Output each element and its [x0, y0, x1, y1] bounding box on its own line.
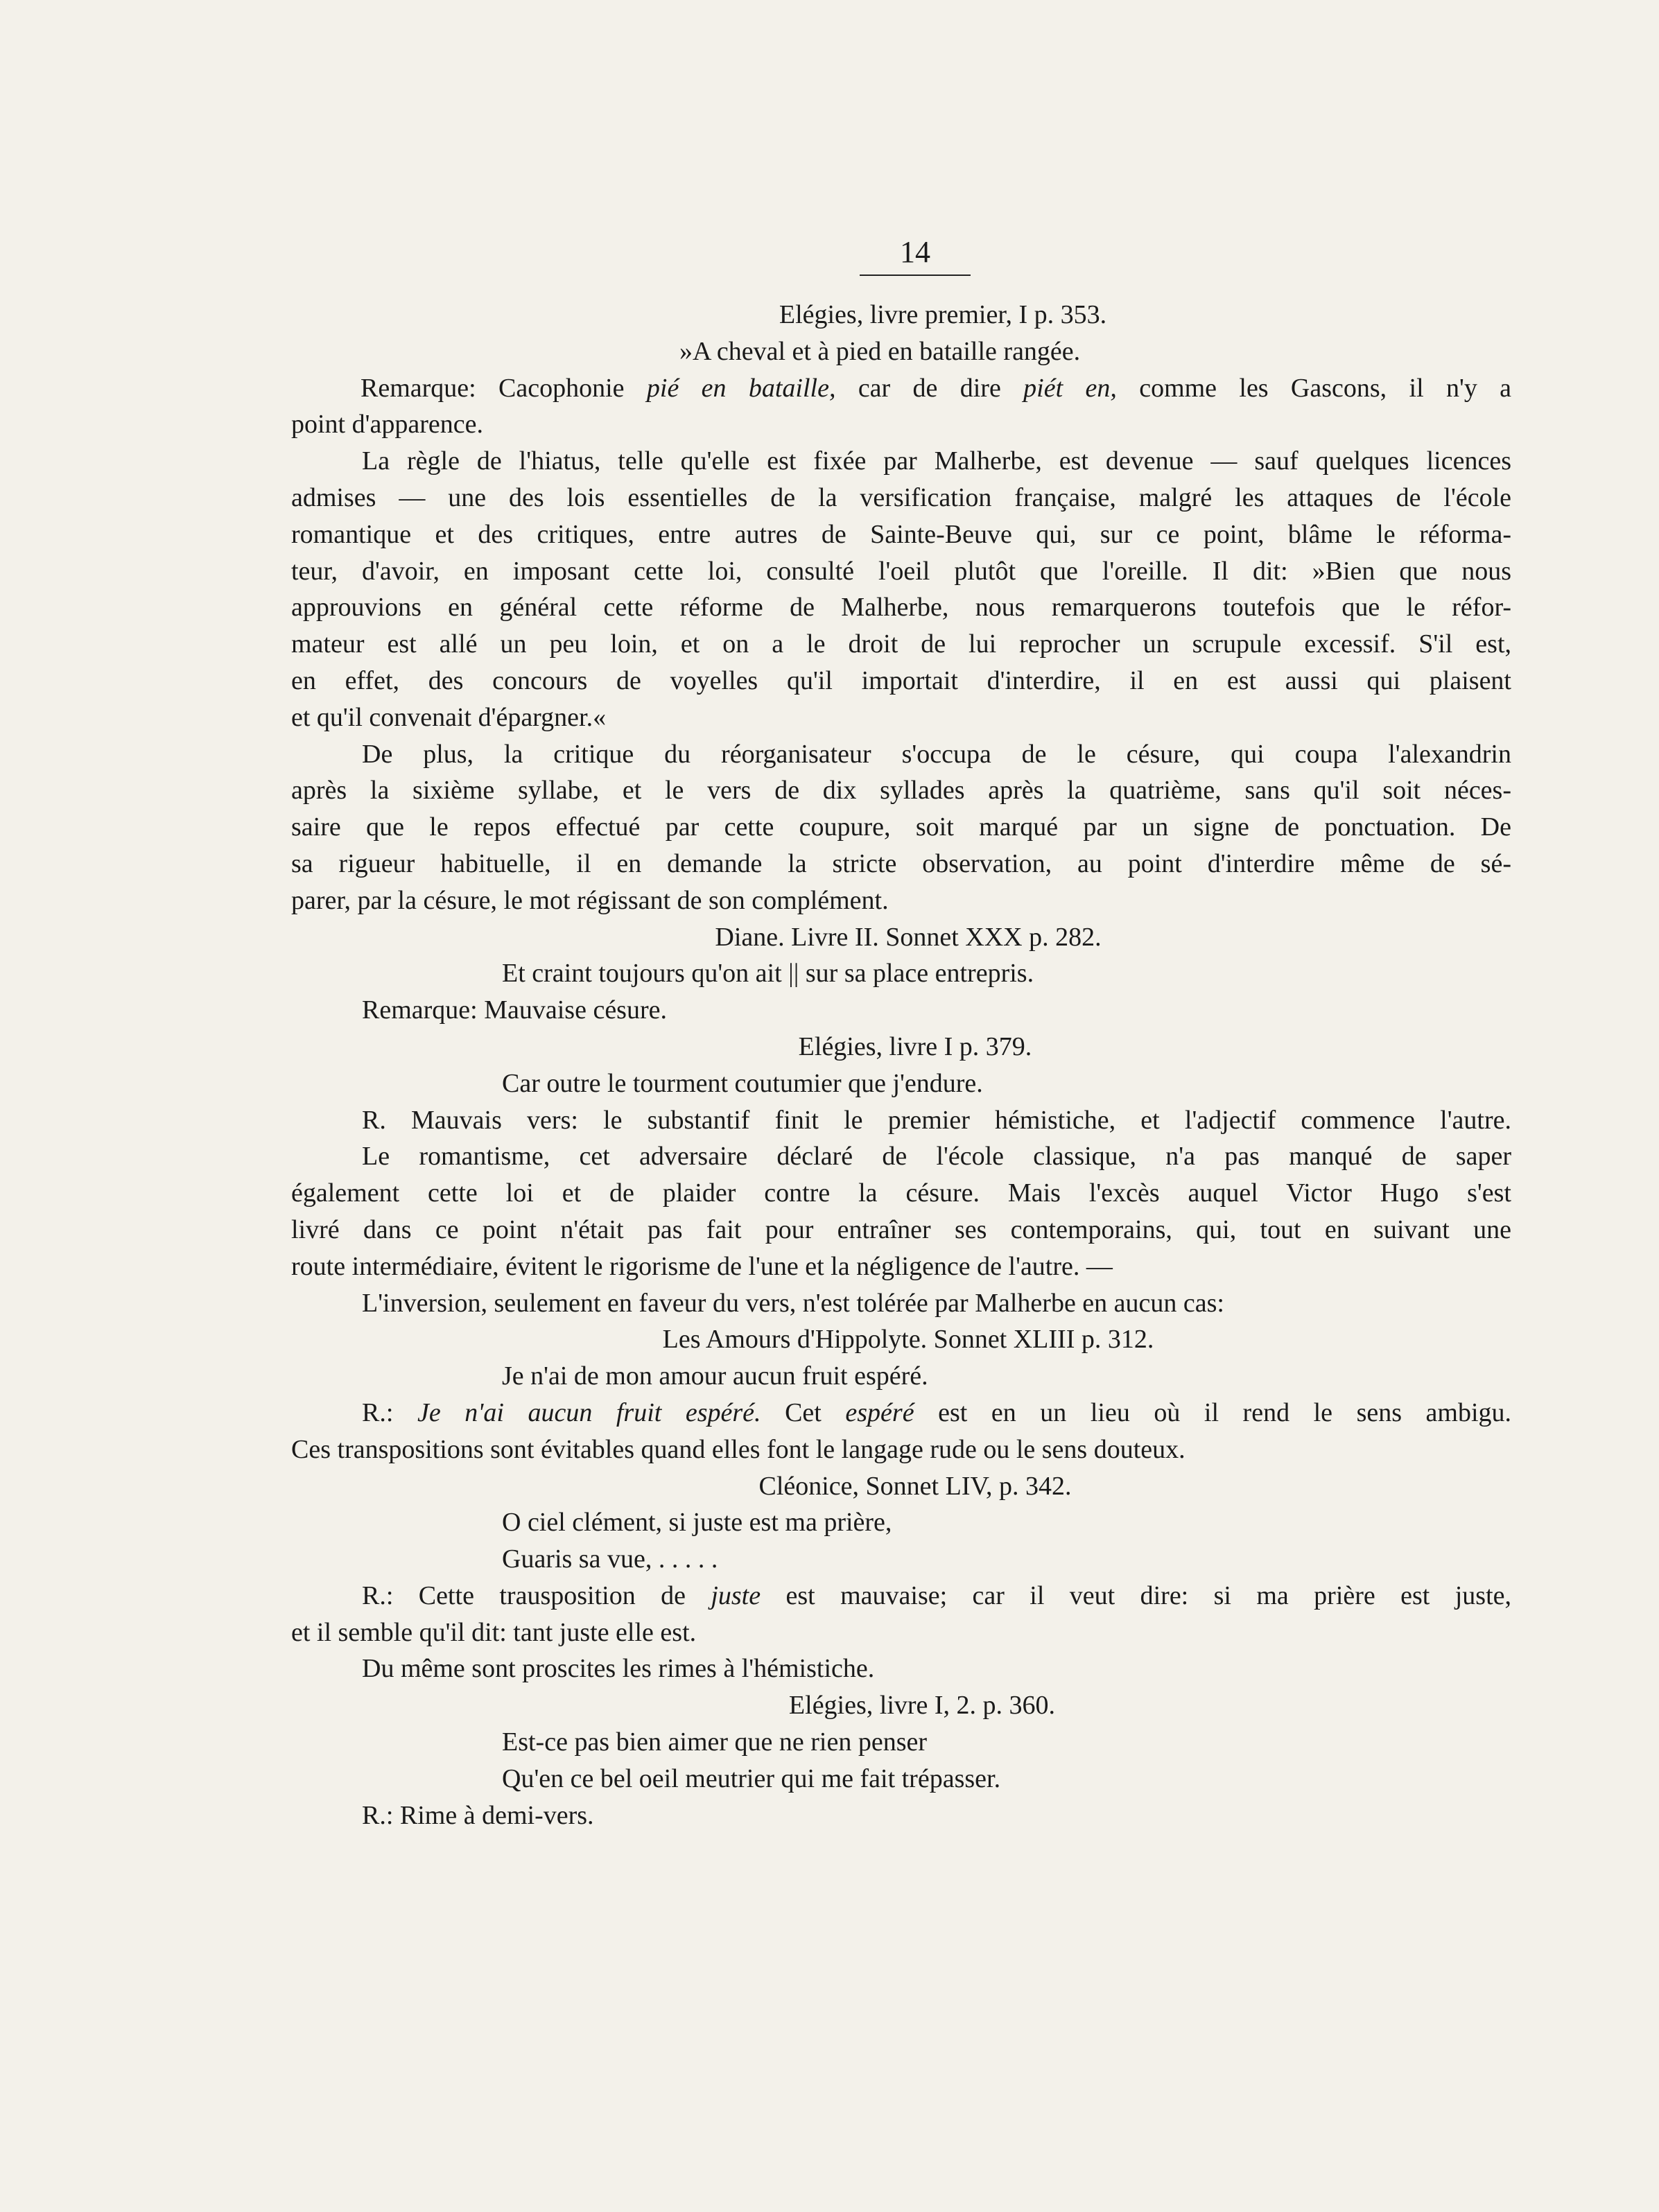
- remark-line: Remarque: Mauvaise césure.: [362, 995, 667, 1025]
- verse-line: »A cheval et à pied en bataille rangée.: [679, 336, 1081, 366]
- citation-heading: Les Amours d'Hippolyte. Sonnet XLIII p. 312.: [662, 1325, 1154, 1355]
- body-text: [291, 297, 1511, 1834]
- remark-line: Remarque: Cacophonie pié en bataille, car de dire piét en, comme les Gascons, il n'y a: [361, 373, 1512, 403]
- paragraph-line: Le romantisme, cet adversaire déclaré de l'école classique, n'a pas manqué de saper: [362, 1142, 1511, 1172]
- paragraph-line: livré dans ce point n'était pas fait pour entraîner ses contemporains, qui, tout en suivant une: [291, 1214, 1511, 1244]
- verse-line: Je n'ai de mon amour aucun fruit espéré.: [502, 1361, 928, 1391]
- paragraph-line: également cette loi et de plaider contre la césure. Mais l'excès auquel Victor Hugo s'est: [291, 1178, 1511, 1208]
- citation-heading: Cléonice, Sonnet LIV, p. 342.: [758, 1471, 1072, 1501]
- remark-line: R.: Cette trausposition de juste est mauvaise; car il veut dire: si ma prière est juste,: [362, 1580, 1512, 1610]
- paragraph-line: saire que le repos effectué par cette coupure, soit marqué par un signe de ponctuation. De: [291, 812, 1511, 842]
- paragraph-line: en effet, des concours de voyelles qu'il importait d'interdire, il en est aussi qui plaisent: [291, 665, 1511, 695]
- verse-line: Est-ce pas bien aimer que ne rien penser: [502, 1727, 928, 1757]
- remark-line: R. Mauvais vers: le substantif finit le premier hémistiche, et l'adjectif commence l'autre.: [362, 1105, 1511, 1135]
- verse-line: Et craint toujours qu'on ait || sur sa place entrepris.: [502, 959, 1034, 989]
- verse-line: O ciel clément, si juste est ma prière,: [502, 1508, 892, 1538]
- paragraph-line: route intermédiaire, évitent le rigorisme de l'une et la négligence de l'autre. —: [291, 1251, 1113, 1281]
- remark-line: R.: Rime à demi-vers.: [362, 1800, 594, 1830]
- paragraph-line: De plus, la critique du réorganisateur s'occupa de le césure, qui coupa l'alexandrin: [362, 739, 1511, 769]
- page-number: 14: [860, 233, 971, 276]
- verse-line: Car outre le tourment coutumier que j'endure.: [502, 1068, 983, 1098]
- citation-heading: Elégies, livre I p. 379.: [798, 1031, 1032, 1061]
- paragraph-line: Du même sont proscites les rimes à l'hémistiche.: [362, 1654, 875, 1684]
- remark-line: Ces transpositions sont évitables quand elles font le langage rude ou le sens douteux.: [291, 1434, 1185, 1464]
- paragraph-line: romantique et des critiques, entre autres de Sainte-Beuve qui, sur ce point, blâme le réforma-: [291, 519, 1511, 549]
- remark-line: R.: Je n'ai aucun fruit espéré. Cet espéré est en un lieu où il rend le sens ambigu.: [362, 1397, 1512, 1427]
- paragraph-line: approuvions en général cette réforme de Malherbe, nous remarquerons toutefois que le réfor-: [291, 593, 1511, 622]
- paragraph-line: La règle de l'hiatus, telle qu'elle est fixée par Malherbe, est devenue — sauf quelques licences: [362, 446, 1511, 476]
- paragraph-line: après la sixième syllabe, et le vers de dix syllades après la quatrième, sans qu'il soit néces-: [291, 776, 1511, 805]
- paragraph-line: admises — une des lois essentielles de la versification française, malgré les attaques de l'école: [291, 482, 1511, 512]
- paragraph-line: teur, d'avoir, en imposant cette loi, consulté l'oeil plutôt que l'oreille. Il dit: »Bien que nous: [291, 556, 1511, 586]
- paragraph-line: sa rigueur habituelle, il en demande la stricte observation, au point d'interdire même de sé-: [291, 848, 1511, 878]
- citation-heading: Elégies, livre premier, I p. 353.: [779, 300, 1107, 329]
- citation-heading: Diane. Livre II. Sonnet XXX p. 282.: [715, 922, 1102, 952]
- paragraph-line: L'inversion, seulement en faveur du vers, n'est tolérée par Malherbe en aucun cas:: [362, 1288, 1224, 1318]
- paragraph-line: mateur est allé un peu loin, et on a le droit de lui reprocher un scrupule excessif. S'il est,: [291, 629, 1511, 659]
- citation-heading: Elégies, livre I, 2. p. 360.: [788, 1691, 1056, 1721]
- verse-line: Qu'en ce bel oeil meutrier qui me fait trépasser.: [502, 1763, 1001, 1793]
- verse-line: Guaris sa vue, . . . . .: [502, 1544, 718, 1574]
- paragraph-line: et qu'il convenait d'épargner.«: [291, 702, 607, 732]
- remark-line: point d'apparence.: [291, 410, 483, 439]
- paragraph-line: parer, par la césure, le mot régissant de son complément.: [291, 885, 889, 915]
- remark-line: et il semble qu'il dit: tant juste elle est.: [291, 1617, 697, 1647]
